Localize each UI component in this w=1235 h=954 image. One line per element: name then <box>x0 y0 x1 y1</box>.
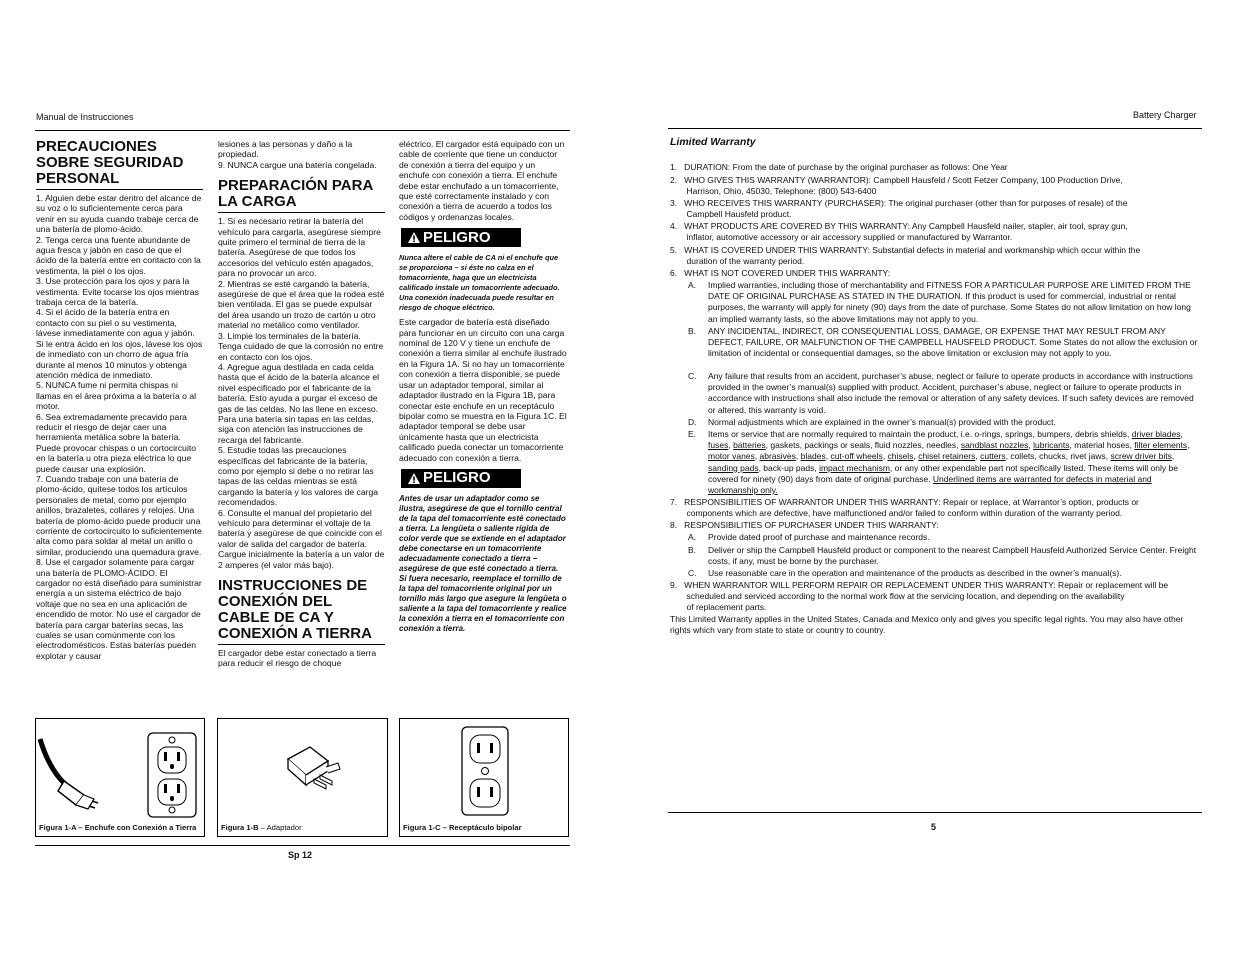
danger-label: PELIGRO <box>401 228 521 247</box>
warranty-item: 3. WHO RECEIVES THIS WARRANTY (PURCHASER): The original purchaser (other than for purposes of resale) of the Campbell Hausfeld product. <box>670 198 1128 220</box>
column-2 <box>218 139 385 669</box>
paragraph: lesiones a las personas y daño a la propiedad. <box>218 139 353 160</box>
paragraph: 4. Si el ácido de la batería entra en contacto con su piel o su vestimenta, lávese inmediatamente con agua y jabón. Si le entra ácido en los ojos, lávese los ojos de inmediato con un chorro de agua fría durante al menos 10 minutos y obtenga atención médica de inmediato. <box>36 307 203 380</box>
paragraph: 2. Mientras se esté cargando la batería, asegúrese de que el área que la rodea esté bien ventilada. El gas se puede expulsar del área usando un trozo de cartón u otro material no metálico como ventilador. <box>218 278 385 331</box>
figure-1c <box>399 718 569 837</box>
figure-1b <box>217 718 388 837</box>
paragraph: 5. NUNCA fume ni permita chispas ni llamas en el área próxima a la batería o al motor. <box>36 380 197 412</box>
warranty-subitem: C. Any failure that results from an accident, purchaser’s abuse, neglect or failure to operate products in accordance with instructions provided in the owner’s manual(s) supplied with product. Accident, purchaser’s abuse, neglect or failure to operate products in accordance with instructions shall also include the removal or alteration of any safety devices. If such safety devices are removed or altered, this warranty is void. <box>688 371 1194 415</box>
danger-text: Nunca altere el cable de CA ni el enchufe que se proporciona – si éste no calza en el tomacorriente, haga que un electricista calificado instale un tomacorriente adecuado. Una conexión inadecuada puede resultar en riesgo de choque eléctrico. <box>399 253 560 313</box>
warranty-item: 8. RESPONSIBILITIES OF PURCHASER UNDER THIS WARRANTY: <box>670 520 939 530</box>
left-header-rule <box>35 130 570 131</box>
danger-label: PELIGRO <box>401 469 521 488</box>
figure-1a <box>35 718 205 837</box>
figure-caption: Figura 1-C – Receptáculo bipolar <box>403 823 522 832</box>
warranty-subitem: A. Implied warranties, including those of merchantability and FITNESS FOR A PARTICULAR PURPOSE ARE LIMITED FROM THE DATE OF ORIGINAL PURCHASE AS STATED IN THE DURATION. If this product is used for commercial, industrial or rental purposes, the warranty will apply for ninety (90) days from the date of purchase. Some States do not allow limitation on how long an implied warranty lasts, so the above limitations may not apply to you. <box>688 280 1191 324</box>
section-title-safety: PRECAUCIONES SOBRE SEGURIDAD PERSONAL <box>36 139 203 190</box>
left-footer-rule <box>35 845 570 846</box>
two-prong-receptacle-illustration <box>400 719 568 819</box>
paragraph: 7. Cuando trabaje con una batería de plomo-ácido, quítese todos los artículos personales de metal, como por ejemplo anillos, brazaletes, collares y relojes. Una batería de plomo-ácido puede producir una corriente de cortocircuito lo suficientemente alta como para soldar al metal un anillo o similar, produciendo una quemadura grave. <box>36 473 202 557</box>
paragraph: 3. Use protección para los ojos y para la vestimenta. Evite tocarse los ojos mientras trabaja cerca de la batería. <box>36 276 199 308</box>
paragraph: 1. Si es necesario retirar la batería del vehículo para cargarla, asegúrese siempre quite primero el terminal de tierra de la batería. Asegúrese de que todos los accesorios del vehículo estén apagados, para no provocar un arco. <box>218 216 381 279</box>
section-title-ac-cord: INSTRUCCIONES DE CONEXIÓN DEL CABLE DE CA Y CONEXIÓN A TIERRA <box>218 578 385 645</box>
warranty-closing: This Limited Warranty applies in the United States, Canada and Mexico only and gives you specific legal rights. You may also have other rights which vary from state to state or country to country. <box>670 614 1184 636</box>
warranty-subitem: D. Normal adjustments which are explained in the owner’s manual(s) provided with the product. <box>688 417 1056 427</box>
warranty-subitem: B. ANY INCIDENTAL, INDIRECT, OR CONSEQUENTIAL LOSS, DAMAGE, OR EXPENSE THAT MAY RESULT FROM ANY DEFECT, FAILURE, OR MALFUNCTION OF THE CAMPBELL HAUSFELD PRODUCT. Some States do not allow the exclusion or limitation of incidental or consequential damages, so the above limitation or exclusion may not apply to you. <box>688 326 1198 359</box>
warranty-item: 7. RESPONSIBILITIES OF WARRANTOR UNDER THIS WARRANTY: Repair or replace, at Warrantor’s option, products or components which are defective, have malfunctioned and/or failed to conform within duration of the warranty period. <box>670 497 1139 519</box>
paragraph: 8. Use el cargador solamente para cargar una batería de PLOMO-ÁCIDO. El cargador no está diseñado para suministrar energía a un sistema eléctrico de bajo voltaje que no sea en una aplicación de encendido de motor. No use el cargador de batería para cargar baterías secas, las cuales se usan comúnmente con los electrodomésticos. Estas baterías pueden explotar y causar <box>36 557 202 661</box>
warning-triangle-icon <box>407 231 421 244</box>
paragraph: 4. Agregue agua destilada en cada celda hasta que el ácido de la batería alcance el nivel especificado por el fabricante de la batería. Esto ayuda a purgar el exceso de gas de las celdas. No las llene en exceso. Para una batería sin tapas en las celdas, siga con atención las instrucciones de recarga del fabricante. <box>218 361 380 445</box>
warning-triangle-icon <box>407 472 421 485</box>
warranty-subitem: C. Use reasonable care in the operation and maintenance of the products as described in the owner’s manual(s). <box>688 568 1122 578</box>
paragraph: 6. Sea extremadamente precavido para reducir el riesgo de dejar caer una herramienta metálica sobre la batería. Puede provocar chispas o un cortocircuito en la batería u otra pieza eléctrica lo que puede causar una explosión. <box>36 411 197 474</box>
right-footer-rule <box>668 812 1202 813</box>
warranty-item: 9. WHEN WARRANTOR WILL PERFORM REPAIR OR REPLACEMENT UNDER THIS WARRANTY: Repair or replacement will be scheduled and serviced according to the normal work flow at the servicing location, and depending on the availability of replacement parts. <box>670 580 1169 613</box>
warranty-item: 4. WHAT PRODUCTS ARE COVERED BY THIS WARRANTY: Any Campbell Hausfeld nailer, stapler, air tool, spray gun, inflator, automotive accessory or air accessory supplied or manufactured by Warrantor. <box>670 221 1128 243</box>
right-header-rule <box>668 128 1202 129</box>
section-title-preparation: PREPARACIÓN PARA LA CARGA <box>218 178 385 213</box>
grounded-plug-illustration <box>36 719 204 819</box>
right-page-number: 5 <box>931 822 937 832</box>
danger-text: Antes de usar un adaptador como se ilustra, asegúrese de que el tornillo central de la tapa del tomacorriente esté conectado a tierra. La lengüeta o saliente rígida de color verde que se extiende en el adaptador debe conectarse en un tomacorriente adecuadamente conectado a tierra – asegúrese de que esté conectado a tierra. Si fuera necesario, reemplace el tornillo de la tapa del tomacorriente original por un tornillo más largo que asegure la lengüeta o saliente a la tapa del tomacorriente y realice la conexión a tierra en el tomacorriente con conexión a tierra. <box>399 493 567 633</box>
warranty-item: 1. DURATION: From the date of purchase by the original purchaser as follows: One Year <box>670 162 1008 172</box>
paragraph: Este cargador de batería está diseñado para funcionar en un circuito con una carga nominal de 120 V y tiene un enchufe de conexión a tierra similar al enchufe ilustrado en la Figura 1A. Si no hay un tomacorriente con conexión a tierra disponible, se puede usar un adaptador temporal, similar al adaptador ilustrado en la Figura 1B, para conectar este enchufe en un receptáculo bipolar como se muestra en la Figura 1C. El adaptador temporal se debe usar únicamente hasta que un electricista calificado pueda conectar un tomacorriente adecuado con conexión a tierra. <box>399 317 567 463</box>
warranty-subitem: B. Deliver or ship the Campbell Hausfeld product or component to the nearest Campbell Hausfeld Authorized Service Center. Freight costs, if any, must be borne by the purchaser. <box>688 545 1197 567</box>
paragraph: 2. Tenga cerca una fuente abundante de agua fresca y jabón en caso de que el ácido de la batería entre en contacto con la vestimenta, la piel o los ojos. <box>36 234 201 276</box>
paragraph: 5. Estudie todas las precauciones específicas del fabricante de la batería, como por ejemplo si debe o no retirar las tapas de las celdas mientras se está cargando la batería y los valores de carga recomendados. <box>218 445 379 508</box>
column-1 <box>36 139 203 661</box>
paragraph: 9. NUNCA cargue una batería congelada. <box>218 159 377 170</box>
right-header: Battery Charger <box>1133 110 1197 120</box>
warranty-item: 5. WHAT IS COVERED UNDER THIS WARRANTY: Substantial defects in material and workmanship which occur within the duration of the warranty period. <box>670 245 1141 267</box>
paragraph: 6. Consulte el manual del propietario del vehículo para determinar el voltaje de la batería y asegúrese de que coincide con el valor de salida del cargador de batería. Cargue inicialmente la batería a un valor de 2 amperes (el valor más bajo). <box>218 507 385 570</box>
warranty-item: 6. WHAT IS NOT COVERED UNDER THIS WARRANTY: <box>670 268 891 278</box>
paragraph: eléctrico. El cargador está equipado con un cable de corriente que tiene un conductor de conexión a tierra del equipo y un enchufe con conexión a tierra. El enchufe debe estar enchufado a un tomacorriente, que esté correctamente instalado y con conexión a tierra de acuerdo a todos los códigos y ordenanzas locales. <box>399 139 565 222</box>
paragraph: El cargador debe estar conectado a tierra para reducir el riesgo de choque <box>218 648 377 669</box>
paragraph: 3. Limpie los terminales de la batería. Tenga cuidado de que la corrosión no entre en contacto con los ojos. <box>218 330 384 362</box>
adapter-illustration <box>218 719 386 819</box>
paragraph: 1. Alguien debe estar dentro del alcance de su voz o lo suficientemente cerca para venir en su ayuda cuando trabaje cerca de una batería de plomo-ácido. <box>36 193 202 235</box>
figure-caption: Figura 1-B – Adaptador <box>221 823 302 832</box>
warranty-item: 2. WHO GIVES THIS WARRANTY (WARRANTOR): Campbell Hausfeld / Scott Fetzer Company, 100 Production Drive, Harrison, Ohio, 45030, Telephone: (800) 543-6400 <box>670 175 1123 197</box>
warranty-subitem: A. Provide dated proof of purchase and maintenance records. <box>688 532 930 542</box>
warranty-title: Limited Warranty <box>670 136 756 148</box>
figure-caption: Figura 1-A – Enchufe con Conexión a Tierra <box>39 823 197 832</box>
left-header: Manual de Instrucciones <box>36 112 134 122</box>
left-page-number: Sp 12 <box>288 850 313 860</box>
warranty-subitem: E. Items or service that are normally required to maintain the product, i.e. o-rings, springs, bumpers, debris shields, driver blades, fuses, batteries, gaskets, packings or seals, fluid nozzles, needles, sandblast nozzles, lubricants, material hoses, filter elements, motor vanes, abrasives, blades, cut-off wheels, chisels, chisel retainers, cutters, collets, chucks, rivet jaws, screw driver bits, sanding pads, back-up pads, impact mechanism, or any other expendable part not specifically listed. These items will only be covered for ninety (90) days from date of original purchase. Underlined items are warranted for defects in material and workmanship only. <box>688 429 1190 496</box>
column-3 <box>399 139 567 634</box>
